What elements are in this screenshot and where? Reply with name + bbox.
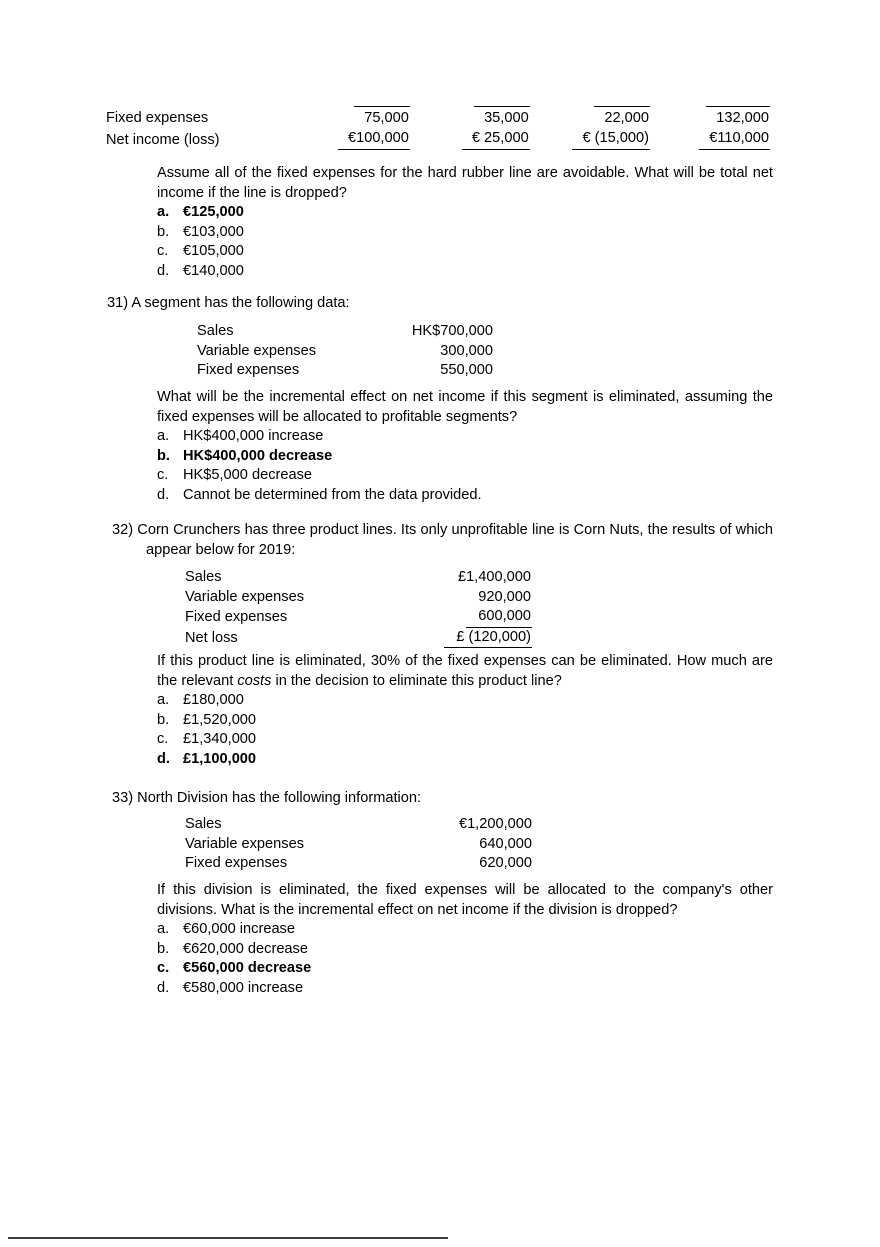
question-33-options: [157, 920, 773, 998]
option-letter: c.: [157, 731, 169, 748]
option-text: £180,000: [183, 692, 244, 709]
option-letter: a.: [157, 692, 170, 709]
option-letter: d.: [157, 750, 170, 767]
option-text: €140,000: [183, 262, 244, 279]
option-c[interactable]: [157, 959, 773, 979]
option-d[interactable]: [157, 979, 773, 999]
option-text: €125,000: [183, 204, 244, 221]
row-label: Net income (loss): [106, 132, 220, 148]
option-letter: a.: [157, 204, 170, 221]
question-33-data-table: [185, 815, 532, 874]
question-31-tail: [157, 388, 773, 506]
row-value: 35,000: [413, 106, 533, 128]
row-label: Sales: [197, 323, 234, 339]
table-row: [185, 568, 532, 588]
row-label: Sales: [185, 569, 222, 585]
option-c[interactable]: [157, 730, 773, 750]
option-text: £1,340,000: [183, 731, 257, 748]
table-row: [106, 106, 773, 128]
row-label: Sales: [185, 816, 222, 832]
option-d[interactable]: [157, 750, 773, 770]
question-stem: Corn Crunchers has three product lines. Its only unprofitable line is Corn Nuts, the results of which appear below for 2019:: [137, 522, 773, 558]
table-row: [185, 588, 532, 608]
option-text: HK$400,000 increase: [183, 428, 324, 445]
row-value: 920,000: [478, 588, 531, 605]
table-row: [197, 342, 493, 362]
table-row: [185, 628, 532, 649]
table-row: [185, 835, 532, 855]
option-b[interactable]: [157, 711, 773, 731]
option-text: €620,000 decrease: [183, 940, 308, 957]
option-letter: d.: [157, 486, 170, 503]
question-31: [107, 294, 773, 314]
row-value: 75,000: [293, 106, 413, 128]
prompt-part-2: in the decision to eliminate this product line?: [271, 672, 562, 689]
question-stem: A segment has the following data:: [131, 295, 350, 311]
option-text: Cannot be determined from the data provided.: [183, 486, 482, 503]
row-value: €110,000: [653, 128, 773, 150]
question-32-stem-line: [112, 521, 773, 560]
question-33-prompt: If this division is eliminated, the fixed expenses will be allocated to the company's other divisions. What is the incremental effect on net income if the division is dropped?: [157, 882, 773, 918]
top-continuation-table: [106, 106, 773, 150]
option-b[interactable]: [157, 940, 773, 960]
option-a[interactable]: [157, 427, 773, 447]
row-value: €1,200,000: [458, 816, 532, 832]
prompt-part-1: If this product line is eliminated, 30% of the fixed expenses can be eliminated. How much are the relevant: [157, 653, 773, 689]
question-30-options: [157, 203, 773, 281]
row-label: Net loss: [185, 629, 238, 646]
table-row: [197, 322, 493, 342]
row-value: 300,000: [440, 342, 493, 359]
row-value: £1,400,000: [457, 569, 531, 585]
row-value: €100,000: [293, 128, 413, 150]
question-number: 33): [112, 790, 134, 806]
row-value: € (15,000): [533, 128, 653, 150]
question-30-tail: [157, 164, 773, 282]
question-32-tail: [157, 652, 773, 770]
row-value: HK$700,000: [411, 323, 493, 339]
option-b[interactable]: [157, 223, 773, 243]
question-31-prompt: What will be the incremental effect on net income if this segment is eliminated, assuming the fixed expenses will be allocated to profitable segments?: [157, 389, 773, 425]
footer-divider: [8, 1237, 448, 1239]
question-31-stem-line: [107, 294, 773, 314]
row-value: € 25,000: [413, 128, 533, 150]
option-d[interactable]: [157, 486, 773, 506]
table-row: [197, 361, 493, 381]
row-value: 600,000: [384, 607, 532, 628]
option-a[interactable]: [157, 920, 773, 940]
question-number: 32): [112, 522, 134, 538]
option-letter: b.: [157, 711, 170, 728]
question-number: 31): [107, 295, 129, 311]
option-text: HK$5,000 decrease: [183, 467, 312, 484]
table-row: [185, 607, 532, 628]
option-text: €103,000: [183, 223, 244, 240]
option-letter: d.: [157, 262, 170, 279]
option-c[interactable]: [157, 242, 773, 262]
row-value: 620,000: [479, 855, 532, 872]
option-letter: a.: [157, 921, 170, 938]
prompt-emphasis: costs: [237, 672, 272, 689]
option-letter: a.: [157, 428, 170, 445]
row-label: Variable expenses: [197, 342, 316, 359]
row-value: 132,000: [653, 106, 773, 128]
option-text: £1,520,000: [183, 711, 257, 728]
option-letter: c.: [157, 467, 169, 484]
row-value: 640,000: [479, 835, 532, 852]
option-d[interactable]: [157, 262, 773, 282]
table-row: [106, 128, 773, 150]
row-label: Variable expenses: [185, 835, 304, 852]
question-32: [112, 521, 773, 560]
row-label: Variable expenses: [185, 588, 304, 605]
question-32-data-table: [185, 568, 532, 648]
row-value: £ (120,000): [384, 628, 532, 649]
row-label: Fixed expenses: [185, 855, 288, 872]
question-33-stem-line: [112, 789, 773, 809]
row-label: Fixed expenses: [185, 609, 288, 626]
question-33: [112, 789, 773, 809]
row-label: Fixed expenses: [106, 110, 209, 126]
option-letter: d.: [157, 979, 170, 996]
option-text: €105,000: [183, 243, 244, 260]
option-c[interactable]: [157, 466, 773, 486]
option-a[interactable]: [157, 691, 773, 711]
row-value: 22,000: [533, 106, 653, 128]
option-text: €560,000 decrease: [183, 960, 312, 977]
question-31-data-table: [197, 322, 493, 381]
question-stem: North Division has the following information:: [137, 790, 422, 806]
option-letter: b.: [157, 940, 170, 957]
table-row: [185, 815, 532, 835]
table-row: [185, 854, 532, 874]
question-31-options: [157, 427, 773, 505]
question-30-prompt: Assume all of the fixed expenses for the hard rubber line are avoidable. What will be total net income if the line is dropped?: [157, 165, 773, 201]
option-letter: b.: [157, 223, 170, 240]
option-letter: c.: [157, 243, 169, 260]
option-letter: b.: [157, 447, 170, 464]
option-text: HK$400,000 decrease: [183, 447, 333, 464]
question-32-prompt: [157, 652, 773, 691]
question-32-options: [157, 691, 773, 769]
row-value: 550,000: [440, 362, 493, 379]
row-label: Fixed expenses: [197, 362, 300, 379]
option-b[interactable]: [157, 447, 773, 467]
option-text: €580,000 increase: [183, 979, 304, 996]
question-33-tail: [157, 881, 773, 999]
option-text: €60,000 increase: [183, 921, 295, 938]
option-a[interactable]: [157, 203, 773, 223]
option-letter: c.: [157, 960, 170, 977]
option-text: £1,100,000: [183, 750, 257, 767]
